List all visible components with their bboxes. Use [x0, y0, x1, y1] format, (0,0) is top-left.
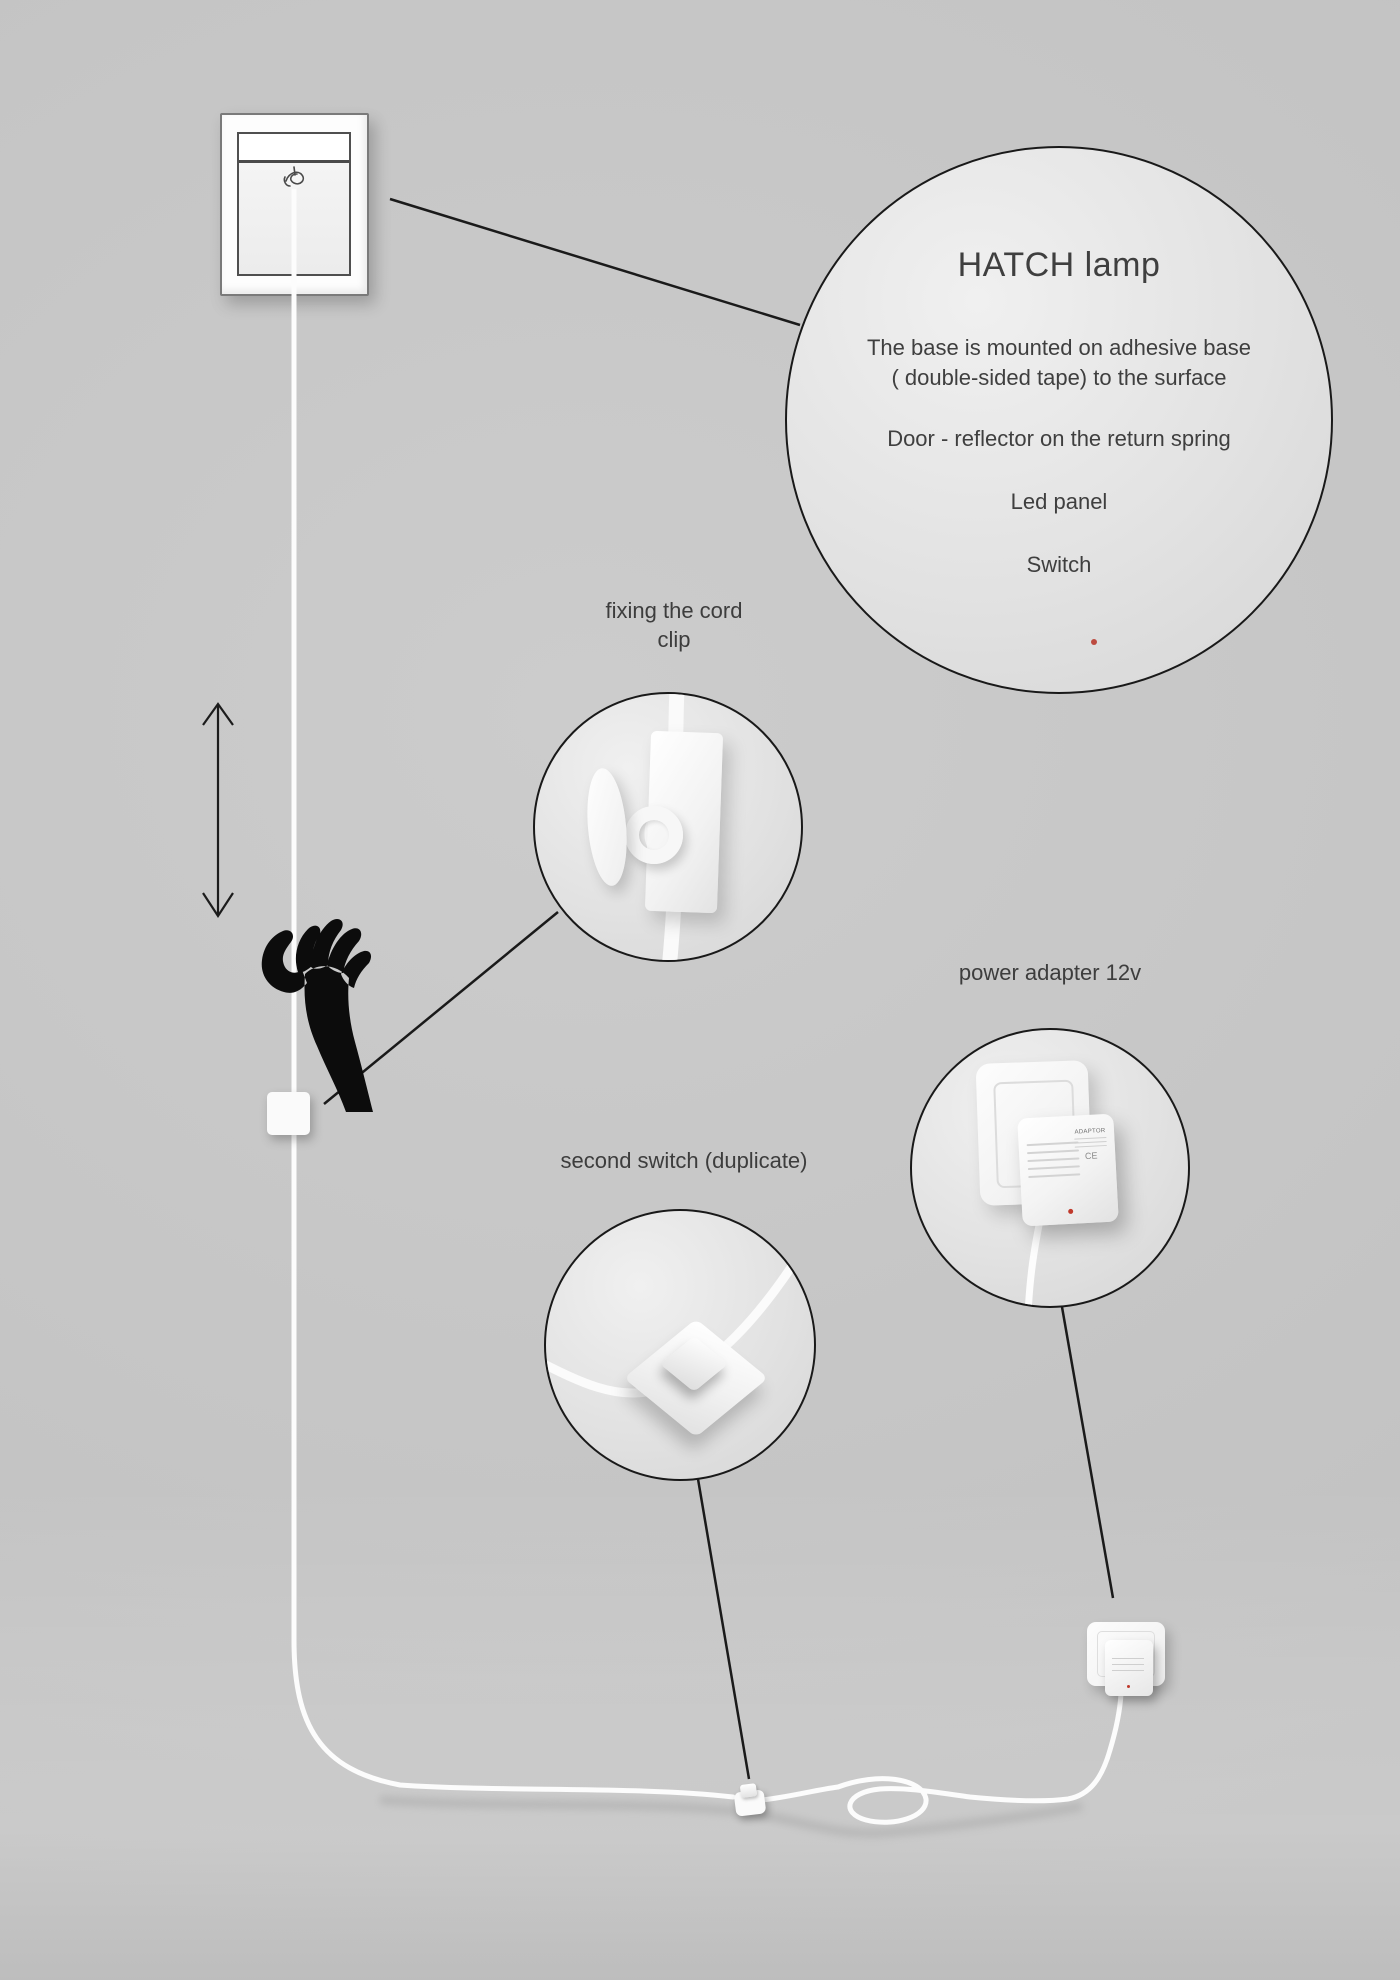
hatch-text-door: Door - reflector on the return spring [887, 426, 1231, 451]
vent-line [1028, 1173, 1080, 1178]
pointer-power-circle-to-outlet [1062, 1307, 1113, 1598]
switch-callout-circle [544, 1209, 816, 1481]
hatch-title: HATCH lamp [957, 246, 1161, 284]
cord-knot-icon [284, 167, 303, 189]
double-arrow-icon [203, 704, 233, 916]
power-callout-label: power adapter 12v [958, 960, 1142, 985]
cord-shadow [380, 1800, 1082, 1833]
clip-callout-circle [533, 692, 803, 962]
cord-clip [267, 1092, 310, 1135]
vent-line [1027, 1157, 1079, 1162]
ce-mark: CE [1084, 1150, 1098, 1162]
hatch-text-switch: Switch [1026, 552, 1092, 577]
vent-line [1027, 1149, 1079, 1154]
power-adapter-detail [1017, 1114, 1119, 1227]
adapter-dot [1127, 1685, 1130, 1688]
red-mark [1091, 639, 1097, 645]
power-callout-circle [910, 1028, 1190, 1308]
vent-line [1027, 1141, 1079, 1146]
clip-callout-label: fixing the cord clip [605, 598, 743, 652]
hatch-text-base: The base is mounted on adhesive base ( double-sided tape) to the surface [866, 335, 1252, 390]
wall-adapter [1105, 1640, 1153, 1696]
hatch-text-led: Led panel [1010, 489, 1108, 514]
hand-icon [262, 919, 373, 1112]
vent-line [1028, 1165, 1080, 1170]
power-indicator-dot [1068, 1209, 1073, 1214]
hatch-callout-circle [785, 146, 1333, 694]
clip-ring [625, 806, 683, 864]
pointer-lamp-to-hatch-circle [390, 199, 800, 325]
switch-callout-label: second switch (duplicate) [560, 1148, 808, 1173]
floor-inline-switch [734, 1789, 767, 1816]
adapter-label: ADAPTOR CE [1073, 1128, 1111, 1206]
pointer-switch-circle-to-floor-switch [698, 1479, 749, 1779]
floor-switch-button [740, 1783, 757, 1798]
